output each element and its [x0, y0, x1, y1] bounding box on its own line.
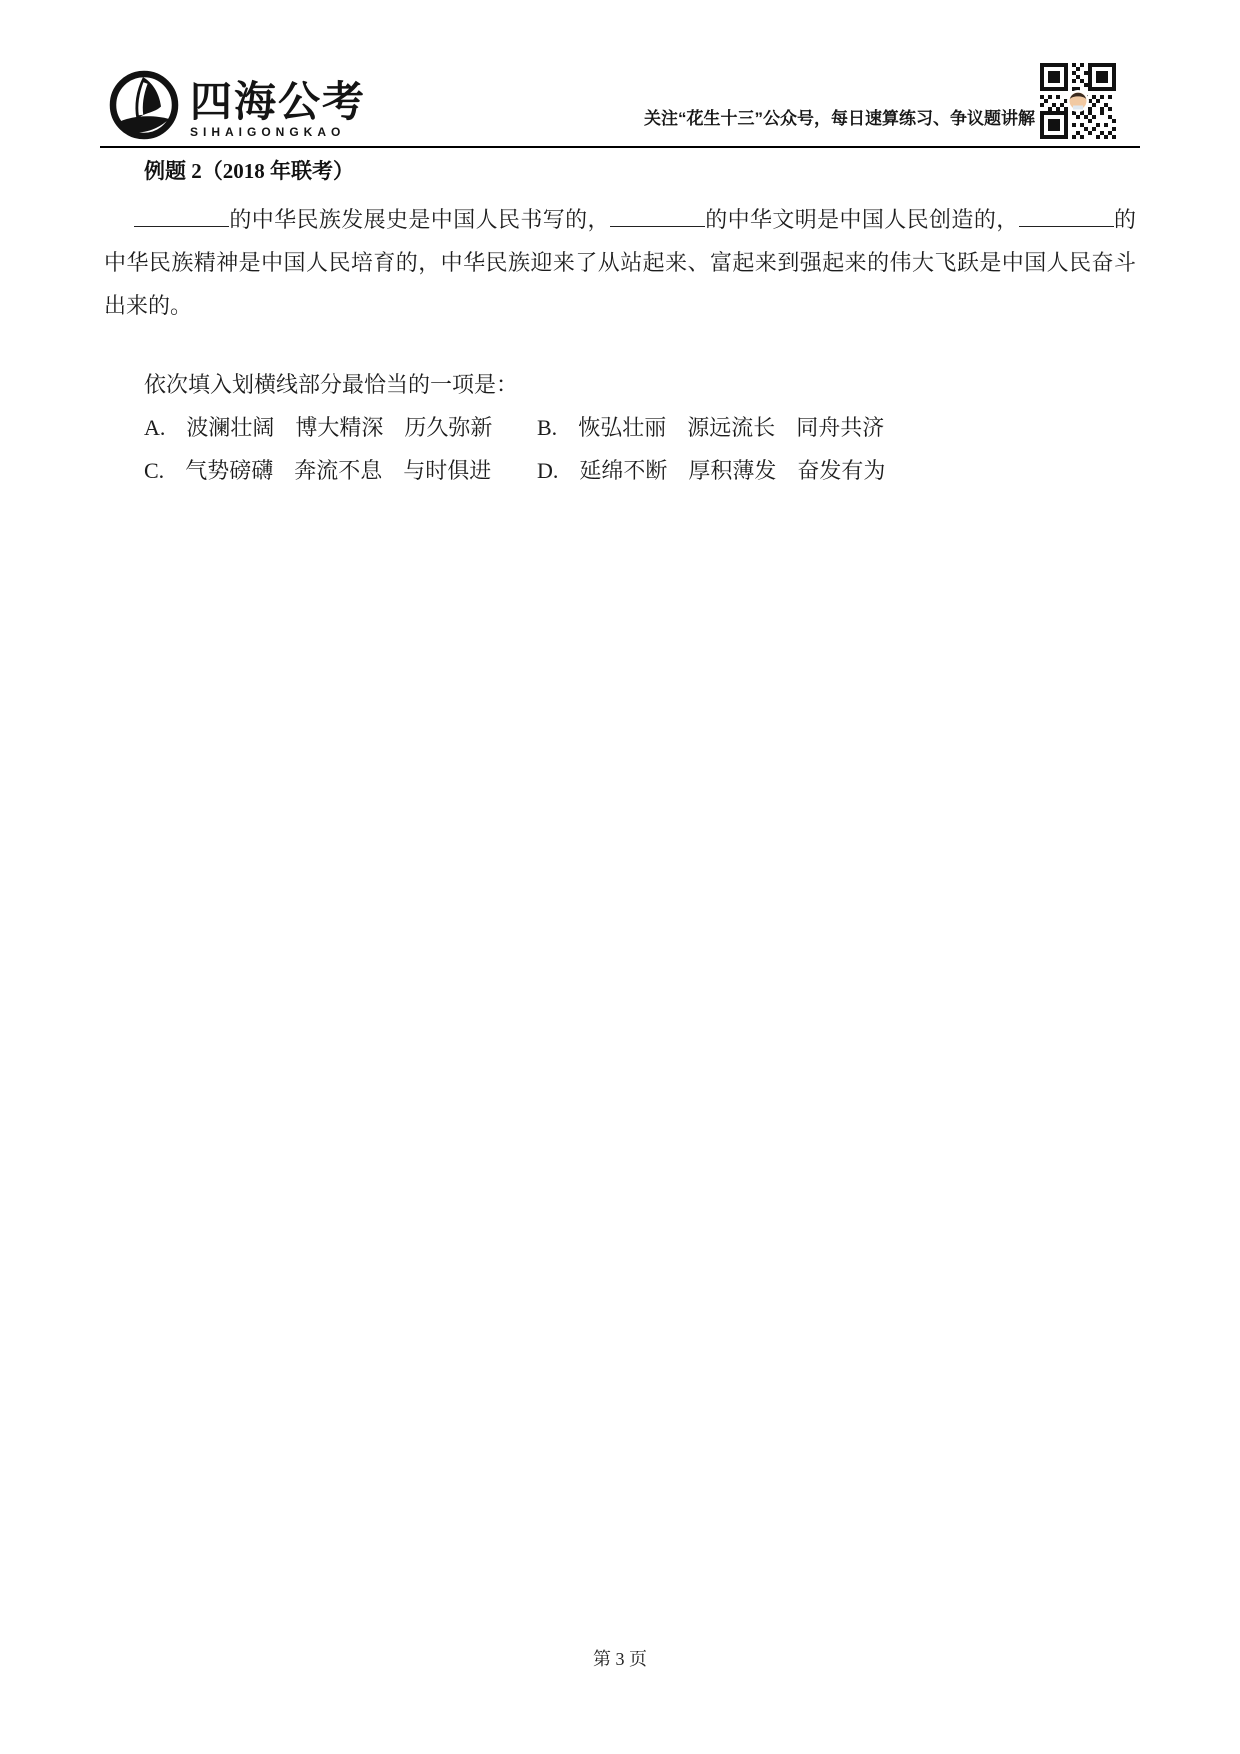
option-a-word-2: 博大精深: [295, 415, 384, 440]
option-a-word-1: 波澜壮阔: [186, 415, 275, 440]
blank-underline-3: [1019, 206, 1114, 227]
question-text-part3: 的中华民族精神是中国人民培育的，中华民族迎来了从站起来、富起来到强起来的伟大飞跃是中国人民奋斗出来的。: [104, 207, 1136, 318]
option-d-word-3: 奋发有为: [797, 458, 886, 483]
option-a-word-3: 历久弥新: [404, 415, 493, 440]
option-b-label: B.: [537, 415, 558, 440]
question-text-part1: 的中华民族发展史是中国人民书写的，: [229, 207, 610, 232]
question-text: [104, 198, 1136, 327]
option-c-word-2: 奔流不息: [294, 458, 383, 483]
brand-name: 四海公考: [190, 77, 367, 125]
option-b: [537, 406, 1136, 449]
page-footer: [0, 1645, 1240, 1671]
brand-subtitle: SIHAIGONGKAO: [190, 124, 346, 139]
options-list: [144, 406, 1136, 492]
header-divider: [100, 146, 1140, 148]
option-d: [537, 449, 1136, 492]
question-area: [104, 156, 1136, 492]
option-c-word-3: 与时俱进: [403, 458, 492, 483]
option-b-word-3: 同舟共济: [796, 415, 885, 440]
option-d-word-1: 延绵不断: [579, 458, 668, 483]
question-text-part2: 的中华文明是中国人民创造的，: [704, 207, 1019, 232]
header-tagline: 关注“花生十三”公众号，每日速算练习、争议题讲解: [644, 109, 1035, 128]
option-a: [144, 406, 537, 449]
option-d-word-2: 厚积薄发: [688, 458, 777, 483]
blank-underline-2: [610, 206, 705, 227]
question-prompt: 依次填入划横线部分最恰当的一项是：: [144, 372, 519, 397]
brand-text: [190, 77, 367, 139]
blank-underline-1: [134, 206, 229, 227]
option-b-word-2: 源远流长: [687, 415, 776, 440]
page-number: 第 3 页: [593, 1649, 647, 1669]
sailboat-logo-icon: [106, 68, 182, 150]
option-a-label: A.: [144, 415, 166, 440]
option-c-word-1: 气势磅礴: [185, 458, 274, 483]
option-c: [144, 449, 537, 492]
brand-logo: [106, 68, 366, 150]
option-b-word-1: 恢弘壮丽: [578, 415, 667, 440]
option-d-label: D.: [537, 458, 559, 483]
question-title: 例题 2（2018 年联考）: [144, 159, 354, 183]
qr-code: [1040, 62, 1116, 140]
option-c-label: C.: [144, 458, 165, 483]
